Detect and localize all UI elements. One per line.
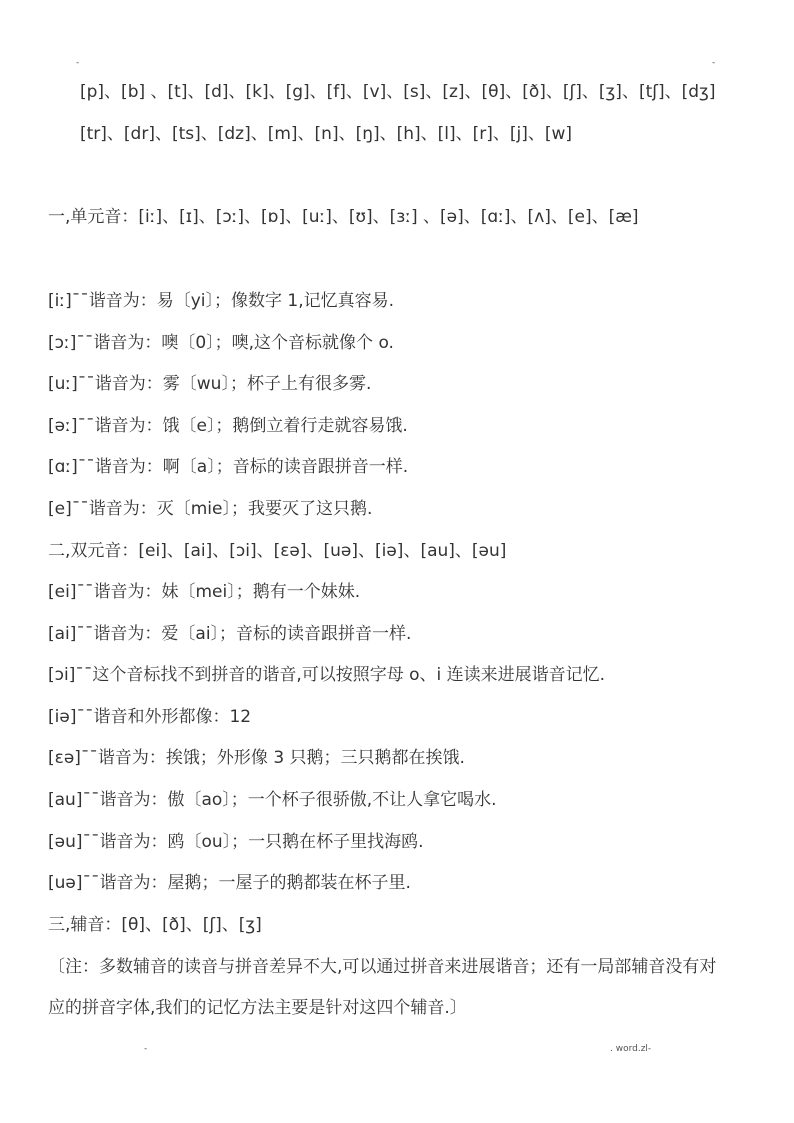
monophthong-item: [e]¯¯谐音为：灭〔mie〕；我要灭了这只鹅. — [48, 499, 373, 519]
diphthong-item: [ai]¯¯谐音为：爱〔ai〕；音标的读音跟拼音一样. — [48, 624, 412, 644]
diphthong-item: [əu]¯¯谐音为：鸥〔ou〕；一只鹅在杯子里找海鸥. — [48, 832, 424, 852]
consonant-heading: 三,辅音：[θ]、[ð]、[ʃ]、[ʒ] — [48, 915, 262, 935]
note-line-1: 〔注：多数辅音的读音与拼音差异不大,可以通过拼音来进展谐音；还有一局部辅音没有对 — [48, 957, 717, 977]
monophthong-item: [ɑː]¯¯谐音为：啊〔a〕；音标的读音跟拼音一样. — [48, 457, 409, 477]
consonant-list-line-2: [tr]、[dr]、[ts]、[dz]、[m]、[n]、[ŋ]、[h]、[l]、[r]、[j]、[w] — [80, 124, 573, 144]
diphthong-item: [au]¯¯谐音为：傲〔ao〕；一个杯子很骄傲,不让人拿它喝水. — [48, 790, 497, 810]
consonant-list-line-1: [p]、[b] 、[t]、[d]、[k]、[g]、[f]、[v]、[s]、[z]、[θ]、[ð]、[ʃ]、[ʒ]、[tʃ]、[dʒ] — [80, 82, 716, 102]
monophthong-item: [əː]¯¯谐音为：饿〔e〕；鹅倒立着行走就容易饿. — [48, 416, 408, 436]
monophthong-item: [ɔː]¯¯谐音为：噢〔0〕；噢,这个音标就像个 o. — [48, 333, 394, 353]
note-line-2: 应的拼音字体,我们的记忆方法主要是针对这四个辅音.〕 — [48, 998, 467, 1018]
monophthong-item: [uː]¯¯谐音为：雾〔wu〕；杯子上有很多雾. — [48, 374, 372, 394]
diphthong-item: [iə]¯¯谐音和外形都像：12 — [48, 707, 252, 727]
footer-right: . word.zl- — [610, 1044, 652, 1054]
diphthong-item: [ɔi]¯¯这个音标找不到拼音的谐音,可以按照字母 o、i 连读来进展谐音记忆. — [48, 665, 606, 685]
footer-left: - — [144, 1044, 148, 1054]
header-mark-left: - — [76, 58, 80, 68]
header-mark-right: - — [712, 58, 716, 68]
diphthong-heading: 二,双元音：[ei]、[ai]、[ɔi]、[ɛə]、[uə]、[iə]、[au]、[əu] — [48, 541, 507, 561]
diphthong-item: [ei]¯¯谐音为：妹〔mei〕；鹅有一个妹妹. — [48, 582, 361, 602]
monophthong-item: [iː]¯¯谐音为：易〔yi〕；像数字 1,记忆真容易. — [48, 291, 395, 311]
diphthong-item: [ɛə]¯¯谐音为：挨饿；外形像 3 只鹅；三只鹅都在挨饿. — [48, 748, 465, 768]
monophthong-heading: 一,单元音：[iː]、[ɪ]、[ɔː]、[ɒ]、[uː]、[ʊ]、[ɜː] 、[ə]、[ɑː]、[ʌ]、[e]、[æ] — [48, 207, 639, 227]
diphthong-item: [uə]¯¯谐音为：屋鹅；一屋子的鹅都装在杯子里. — [48, 873, 411, 893]
